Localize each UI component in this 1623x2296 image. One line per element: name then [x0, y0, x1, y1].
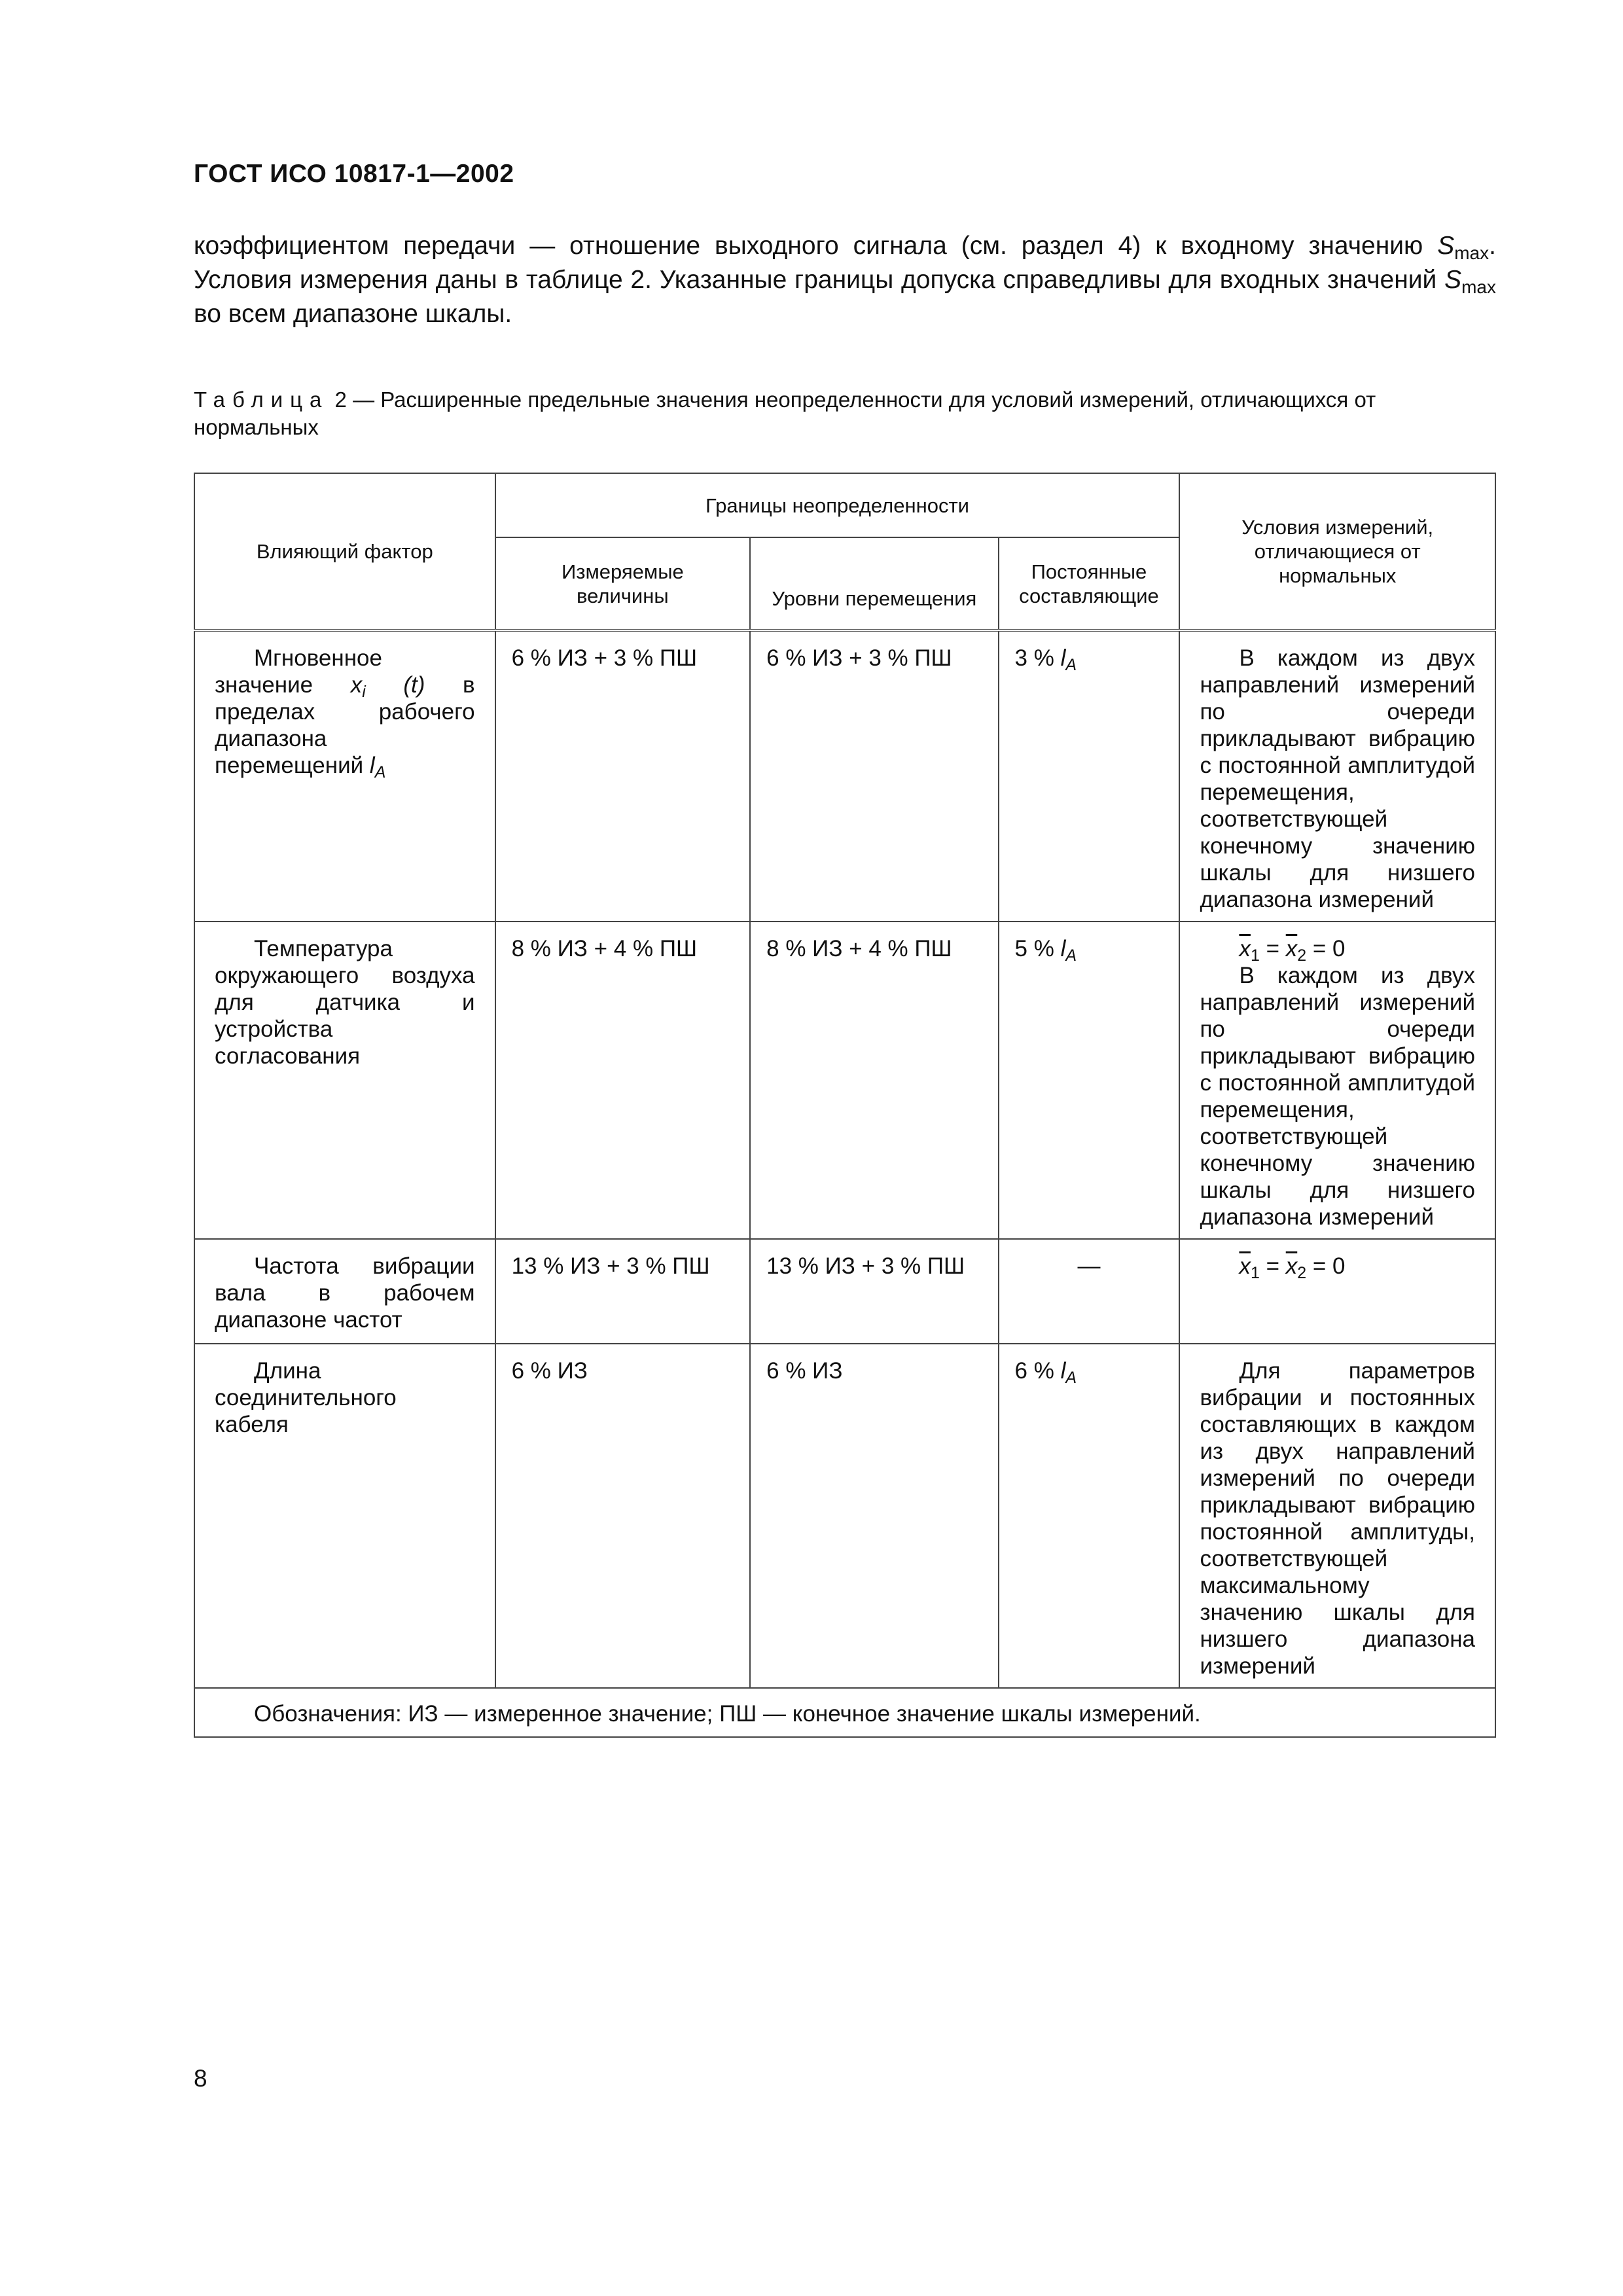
- header-conditions: Условия измерений, отличающиеся от нормальных: [1179, 473, 1495, 630]
- factor-l-subscript: A: [374, 763, 386, 781]
- cell-conditions: [1179, 1239, 1495, 1344]
- formula-eq: =: [1259, 936, 1286, 961]
- formula-sub-2: 2: [1297, 1264, 1307, 1282]
- cell-levels: 6 % ИЗ + 3 % ПШ: [750, 630, 998, 922]
- table-note-row: [194, 1688, 1495, 1737]
- cell-conditions: [1179, 922, 1495, 1239]
- caption-label: Таблица: [194, 387, 329, 412]
- condition-formula: [1200, 935, 1475, 965]
- intro-line-2: Условия измерения даны в таблице 2. Указанные границы допуска справедливы для входных значений: [194, 266, 1445, 294]
- table-row: [194, 630, 1495, 922]
- cell-conditions: [1179, 1344, 1495, 1688]
- formula-x2: $\overline{x}$: [1285, 936, 1298, 961]
- formula-eq: =: [1259, 1253, 1286, 1279]
- formula-end: = 0: [1306, 936, 1346, 961]
- formula-x2: $\overline{x}$: [1285, 1253, 1298, 1279]
- formula-x1: $\overline{x}$: [1239, 1253, 1251, 1279]
- header-measured: Измеряемые величины: [495, 537, 751, 630]
- cell-measured: 13 % ИЗ + 3 % ПШ: [495, 1239, 751, 1344]
- conditions-text: В каждом из двух направлений измерений по очереди прикладывают вибрацию с постоянной амплитудой перемещения, соответствующей конечному значению шкалы для низшего диапазона измерений: [1200, 963, 1475, 1230]
- cell-constant: [999, 922, 1180, 1239]
- conditions-text: Для параметров вибрации и постоянных составляющих в каждом из двух направлений измерений по очереди прикладывают вибрацию постоянной амплитуды, соответствующей максимальному значению шкалы для низшего диапазона измерений: [1200, 1358, 1475, 1679]
- cell-constant: [999, 1344, 1180, 1688]
- constant-l-subscript: A: [1065, 656, 1077, 674]
- cell-constant: [999, 630, 1180, 922]
- smax-subscript-2: max: [1461, 277, 1496, 297]
- cell-measured: 6 % ИЗ + 3 % ПШ: [495, 630, 751, 922]
- constant-l-subscript: A: [1065, 946, 1077, 965]
- cell-conditions: [1179, 630, 1495, 922]
- formula-sub-2: 2: [1297, 946, 1307, 965]
- cell-factor: [194, 630, 495, 922]
- constant-l: l: [1060, 1358, 1066, 1384]
- uncertainty-table: [194, 473, 1496, 1738]
- header-factor: Влияющий фактор: [194, 473, 495, 630]
- table-caption: [194, 386, 1496, 441]
- formula-sub-1: 1: [1250, 946, 1260, 965]
- intro-paragraph: [194, 229, 1496, 331]
- caption-text: — Расширенные предельные значения неопределенности для условий измерений, отличающихся от нормальных: [194, 387, 1376, 439]
- table-row: [194, 922, 1495, 1239]
- cell-factor: Частота вибрации вала в рабочем диапазоне частот: [194, 1239, 495, 1344]
- smax-subscript: max: [1454, 243, 1489, 263]
- constant-value: 3 %: [1014, 645, 1061, 671]
- constant-l: l: [1060, 645, 1066, 671]
- constant-l-subscript: A: [1065, 1369, 1077, 1387]
- caption-number: 2: [329, 387, 347, 412]
- smax-symbol-2: S: [1444, 266, 1462, 294]
- cell-measured: 8 % ИЗ + 4 % ПШ: [495, 922, 751, 1239]
- formula-end: = 0: [1306, 1253, 1346, 1279]
- table-row: [194, 1344, 1495, 1688]
- page-number: 8: [194, 2065, 207, 2092]
- header-bounds: Границы неопределенности: [495, 473, 1180, 537]
- constant-l: l: [1060, 936, 1066, 961]
- factor-t: (t): [365, 672, 425, 698]
- cell-constant: —: [999, 1239, 1180, 1344]
- cell-factor: Температура окружающего воздуха для датчика и устройства согласования: [194, 922, 495, 1239]
- cell-factor: Длина соединительного кабеля: [194, 1344, 495, 1688]
- cell-levels: 8 % ИЗ + 4 % ПШ: [750, 922, 998, 1239]
- factor-text: Мгновенное значение: [215, 645, 382, 698]
- condition-formula: [1200, 1253, 1475, 1280]
- factor-text-2: в пределах рабочего диапазона перемещений: [215, 672, 475, 778]
- factor-x: x: [350, 672, 363, 698]
- cell-levels: 13 % ИЗ + 3 % ПШ: [750, 1239, 998, 1344]
- intro-line-1-end: .: [1489, 232, 1496, 260]
- formula-x1: $\overline{x}$: [1239, 936, 1251, 961]
- smax-symbol: S: [1437, 232, 1455, 260]
- table-row: [194, 1239, 1495, 1344]
- cell-levels: 6 % ИЗ: [750, 1344, 998, 1688]
- intro-line-1: коэффициентом передачи — отношение выходного сигнала (см. раздел 4) к входному значению: [194, 232, 1438, 260]
- constant-value: 5 %: [1014, 936, 1061, 961]
- conditions-text: В каждом из двух направлений измерений по очереди прикладывают вибрацию с постоянной амплитудой перемещения, соответствующей конечному значению шкалы для низшего диапазона измерений: [1200, 645, 1475, 912]
- header-constant: Постоянные составляющие: [999, 537, 1180, 630]
- header-levels: Уровни перемещения: [750, 537, 998, 630]
- formula-sub-1: 1: [1250, 1264, 1260, 1282]
- intro-line-3: во всем диапазоне шкалы.: [194, 300, 512, 328]
- cell-measured: 6 % ИЗ: [495, 1344, 751, 1688]
- document-header: ГОСТ ИСО 10817-1—2002: [194, 160, 514, 188]
- factor-l: l: [369, 753, 375, 778]
- factor-x-subscript: i: [362, 683, 366, 701]
- constant-value: 6 %: [1014, 1358, 1061, 1384]
- table-note: Обозначения: ИЗ — измеренное значение; ПШ — конечное значение шкалы измерений.: [194, 1688, 1495, 1737]
